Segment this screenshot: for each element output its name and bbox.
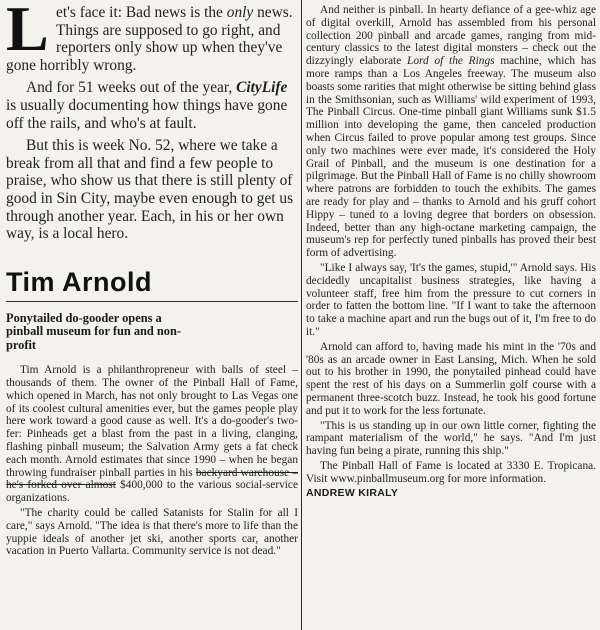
intro-section [6, 4, 298, 243]
intro-emphasis: only [226, 4, 254, 21]
body-paragraph [6, 364, 298, 505]
publication-name: CityLife [236, 79, 288, 97]
body-text-run: $400,000 to the various social-service organizations. [6, 479, 298, 505]
left-body-text [6, 364, 298, 558]
body-paragraph: "This is us standing up in our own little corner, fighting the rampant materialism of the world," he says. "And I'm just having fun being a pirate, running this ship." [306, 419, 596, 458]
body-text-run: And neither is pinball. In hearty defiance of a gee-whiz age of digital overkill, Arnold has assembled from his personal collection 200 pinball and arcade games, ranging from mid-century classics to the latest digital monsters – check out the dizzyingly elaborate [306, 4, 596, 68]
right-body-text [306, 4, 596, 485]
profile-name-heading: Tim Arnold [6, 266, 152, 297]
body-paragraph: "Like I always say, 'It's the games, stupid,'" Arnold says. His decidedly uncapitalist business strategies, like having a volunteer staff, free him from the pressure to cut corners in order to fatten the bottom line. "If I want to take the afternoon to take a machine apart and run the bugs out of it, I'm free to do it." [306, 261, 596, 338]
body-text-run: Tim Arnold is a philanthropreneur with balls of steel – thousands of them. The owner of the Pinball Hall of Fame, which opened in March, has not only brought to Las Vegas one of its coolest cultural amenities ever, but the games people play here work toward a good cause as well. It's a do-gooder's two-fer: Pinheads get a blast from the past in a living, clanging, flashing pinball museum; the Salvation Army gets a fat check each month. Arnold estimates that since 1990 – when he began throwing fundraiser pinball parties in his [6, 364, 298, 479]
intro-text: et's face it: Bad news is the [56, 4, 227, 21]
body-text-run: machine, which has more ramps than a Los Angeles freeway. The museum also boasts some rarities that might otherwise be sitting behind glass in the Smithsonian, such as Williams' wild experiment of 1993, The Pinball Circus. One-time pinball giant Williams sunk $1.5 million into developing the game, then canceled production when Circus failed to prove popular among test groups. Since only two machines were ever made, it's considered the Holy Grail of Pinball, and the museum is one destination for a pilgrimage. But the Pinball Hall of Fame is no chilly showroom where patrons are forbidden to touch the exhibits. The games are ready for play and – thanks to Arnold and his gruff cohort Hippy – tuned to a loving degree that borders on obsession. Indeed, better than any high-octane marketing campaign, the museum's rep for perfectly tuned pinballs has proved their best form of advertising. [306, 55, 596, 260]
author-byline: ANDREW KIRALY [306, 487, 399, 500]
body-paragraph [306, 4, 596, 260]
drop-cap: L [6, 4, 49, 64]
body-paragraph: "The charity could be called Satanists for Stalin for all I care," says Arnold. "The idea is that there's more to life than the yuppie ideals of another jet ski, another sports car, another vacation in Puerto Vallarta. Community service is not dead." [6, 506, 298, 558]
body-paragraph: The Pinball Hall of Fame is located at 3330 E. Tropicana. Visit www.pinballmuseum.org for more information. [306, 459, 596, 485]
profile-deck: Ponytailed do-gooder opens a pinball museum for fun and non-profit [6, 310, 182, 352]
right-column [306, 4, 596, 628]
intro-paragraph: But this is week No. 52, where we take a break from all that and find a few people to praise, who show us that there is still plenty of good in Sin City, maybe even enough to get us through another year. Each, in his or her own way, is a local hero. [6, 137, 294, 243]
heading-rule [6, 301, 298, 302]
intro-text: news. Things are supposed to go right, and reporters only show up when they've gone horribly wrong. [6, 4, 293, 74]
intro-text: And for 51 weeks out of the year, [26, 79, 237, 97]
struck-text: backyard warehouse – he's forked over almost [6, 466, 298, 492]
body-paragraph: Arnold can afford to, having made his mint in the '70s and '80s as an arcade owner in East Lansing, Mich. When he sold out to his brother in 1990, the ponytailed pinhead could have spent the rest of his days on a Summerlin golf course with a permanent three-scotch buzz. Instead, he took his good fortune and put it to work for the less fortunate. [306, 340, 596, 417]
intro-paragraph [6, 4, 298, 74]
intro-text: is usually documenting how things have gone off the rails, and who's at fault. [6, 96, 288, 132]
column-divider [301, 0, 302, 630]
game-title: Lord of the Rings [407, 55, 495, 68]
intro-paragraph [6, 79, 298, 132]
left-column [6, 4, 298, 628]
